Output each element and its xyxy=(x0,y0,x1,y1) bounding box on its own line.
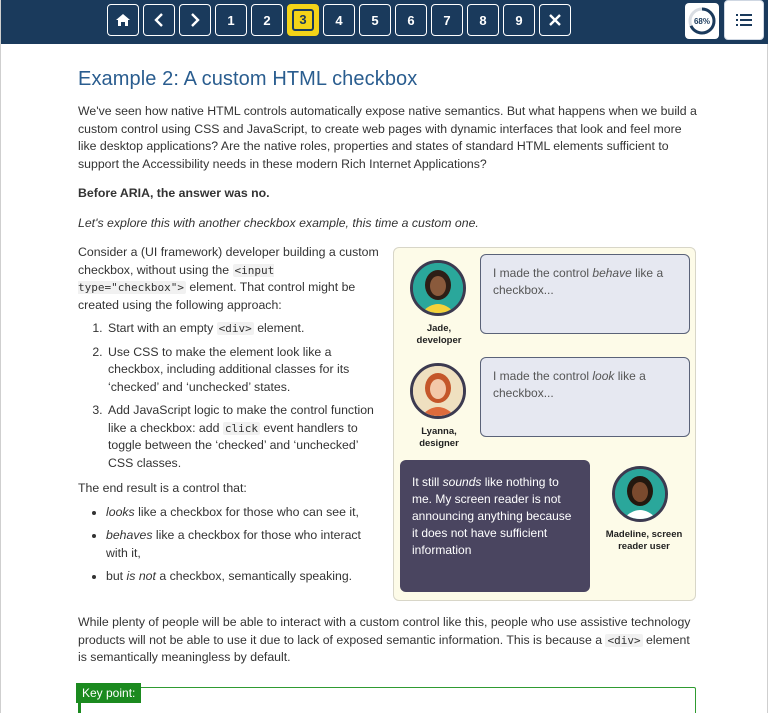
list-item: • behaves like a checkbox for those who interact with it, xyxy=(106,527,382,562)
consider-text-2: element. That control might be created using the following approach: xyxy=(78,280,356,312)
intro-paragraph: We've seen how native HTML controls automatically expose native semantics. But what happens when we build a custom control using CSS and JavaScript, to create web pages with dynamic interfaces that look and feel more like desktop applications? Are the native roles, properties and states of standard HTML elements sufficient to support the Accessibility needs in these modern Rich Internet Applications? xyxy=(78,104,697,171)
before-aria-text: Before ARIA, the answer was no. xyxy=(78,186,270,200)
page-navigation xyxy=(107,4,571,36)
conclusion-paragraph: While plenty of people will be able to interact with a custom control like this, people who use assistive technology products will not be able to use it due to lack of exposed semantic information. This is because a <div> element is semantically meaningless by default. xyxy=(78,615,691,664)
jade-avatar xyxy=(410,260,466,316)
key-point-accent xyxy=(78,700,81,713)
lyanna-avatar xyxy=(410,363,466,419)
page-button-3-current[interactable] xyxy=(287,4,319,36)
example-section xyxy=(78,244,698,604)
end-result-text: The end result is a control that: xyxy=(78,481,247,495)
madeline-name: Madeline, screen reader user xyxy=(605,529,683,552)
home-icon xyxy=(115,12,131,28)
page-button-6[interactable]: 6 xyxy=(395,4,427,36)
list-icon xyxy=(736,13,752,27)
menu-button[interactable] xyxy=(724,0,764,40)
consider-paragraph xyxy=(78,244,382,314)
page-button-1[interactable]: 1 xyxy=(215,4,247,36)
page-button-4[interactable]: 4 xyxy=(323,4,355,36)
explanation-column xyxy=(78,244,382,592)
close-icon xyxy=(548,13,562,27)
top-nav-bar xyxy=(1,0,768,44)
next-button[interactable] xyxy=(179,4,211,36)
page-title: Example 2: A custom HTML checkbox xyxy=(78,68,418,90)
jade-name: Jade, developer xyxy=(416,323,462,346)
result-bullets xyxy=(106,504,382,586)
main-content xyxy=(78,68,698,604)
lyanna-speech-bubble: I made the control look like a checkbox... xyxy=(480,357,690,437)
page-button-5[interactable]: 5 xyxy=(359,4,391,36)
madeline-speech-bubble: It still sounds like nothing to me. My screen reader is not announcing anything because it does not have sufficient information xyxy=(400,460,590,592)
list-item: • looks like a checkbox for those who can see it, xyxy=(106,504,382,522)
progress-label: 68% xyxy=(693,17,711,26)
close-button[interactable] xyxy=(539,4,571,36)
current-page-label: 3 xyxy=(292,9,314,31)
lyanna-name: Lyanna, designer xyxy=(419,426,459,449)
list-item: • but is not a checkbox, semantically speaking. xyxy=(106,568,382,586)
consider-text-1: Consider a (UI framework) developer building a custom checkbox, without using the xyxy=(78,245,379,277)
progress-indicator xyxy=(685,3,719,39)
page-button-7[interactable]: 7 xyxy=(431,4,463,36)
approach-steps xyxy=(106,320,382,472)
key-point-box xyxy=(78,687,696,713)
conversation-illustration xyxy=(393,247,696,601)
page-button-2[interactable]: 2 xyxy=(251,4,283,36)
page-button-9[interactable]: 9 xyxy=(503,4,535,36)
previous-button[interactable] xyxy=(143,4,175,36)
jade-speech-bubble: I made the control behave like a checkbox... xyxy=(480,254,690,334)
list-item: 1. Start with an empty <div> element. xyxy=(106,320,382,338)
input-checkbox-code: <input type="checkbox"> xyxy=(78,263,275,294)
madeline-avatar xyxy=(612,466,668,522)
chevron-right-icon xyxy=(188,12,202,28)
list-item: 2. Use CSS to make the element look like a checkbox, including additional classes for its ‘checked’ and ‘unchecked’ states. xyxy=(106,344,382,397)
explore-text: Let's explore this with another checkbox example, this time a custom one. xyxy=(78,215,479,230)
chevron-left-icon xyxy=(152,12,166,28)
home-button[interactable] xyxy=(107,4,139,36)
page-button-8[interactable]: 8 xyxy=(467,4,499,36)
key-point-label: Key point: xyxy=(76,683,141,703)
list-item: 3. Add JavaScript logic to make the control function like a checkbox: add click event handlers to toggle between the ‘checked’ and ‘unchecked’ CSS classes. xyxy=(106,402,382,472)
